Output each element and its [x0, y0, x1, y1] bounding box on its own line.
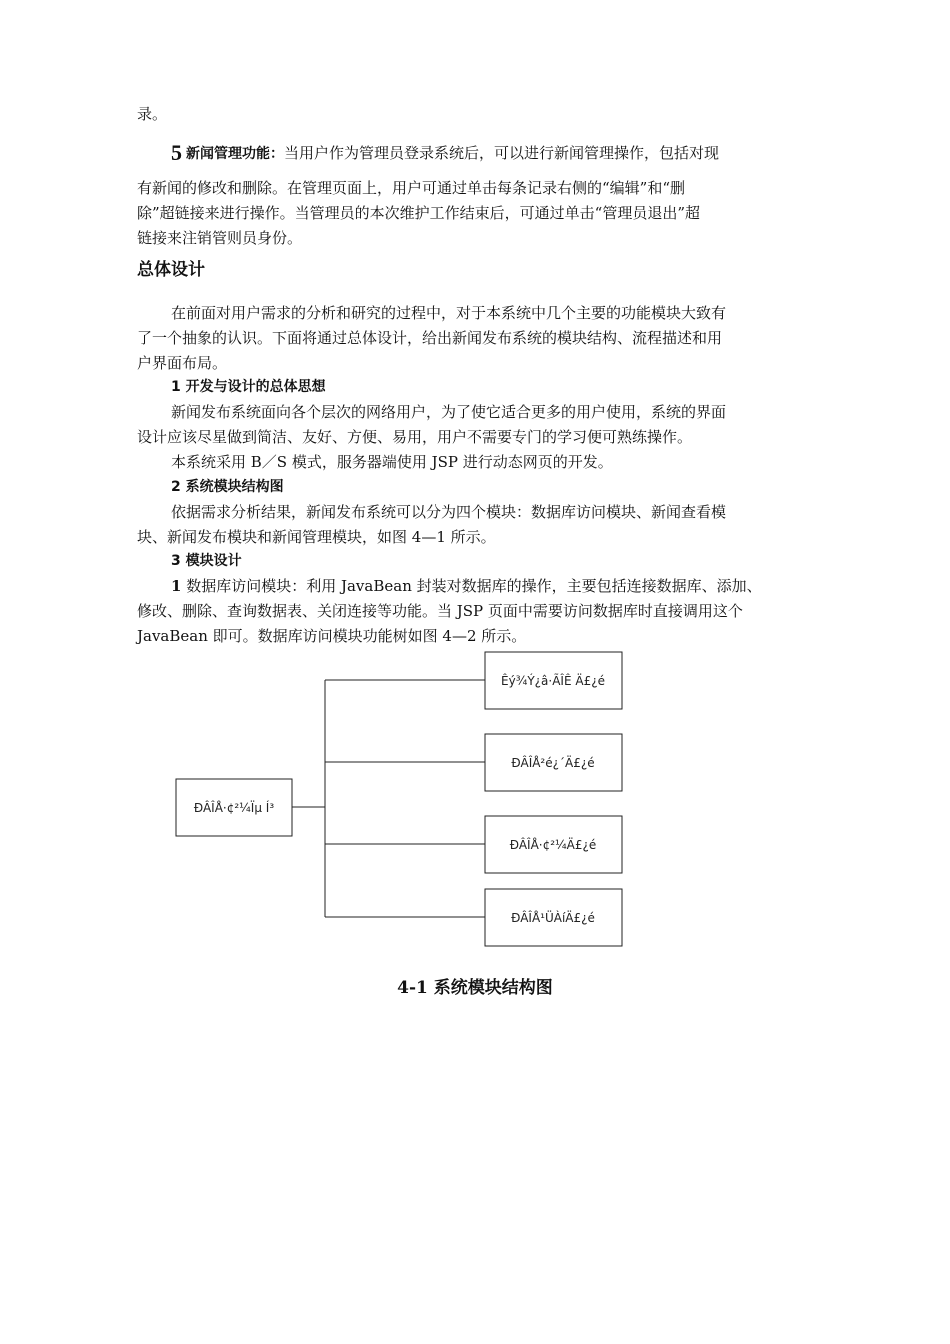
- module-label: Êý¾Ý¿â·ÃÎÊ Ä£¿é: [501, 674, 605, 688]
- text-line: 有新闻的修改和删除。在管理页面上，用户可通过单击每条记录右侧的“编辑”和“删: [137, 179, 686, 197]
- item-label: 新闻管理功能：: [186, 146, 284, 162]
- module-label: ÐÂÎÅ¹ÜÀíÄ£¿é: [511, 911, 595, 925]
- text-line: 了一个抽象的认识。下面将通过总体设计，给出新闻发布系统的模块结构、流程描述和用: [137, 329, 723, 347]
- item-number: 5: [171, 140, 182, 165]
- text-line: 修改、删除、查询数据表、关闭连接等功能。当 JSP 页面中需要访问数据库时直接调用这个: [137, 602, 743, 620]
- text-line: 在前面对用户需求的分析和研究的过程中，对于本系统中几个主要的功能模块大致有: [171, 304, 727, 322]
- text-line: 除”超链接来进行操作。当管理员的本次维护工作结束后，可通过单击“管理员退出”超: [137, 204, 701, 222]
- text-line: 录。: [137, 105, 168, 123]
- text-line: 本系统采用 B／S 模式，服务器端使用 JSP 进行动态网页的开发。: [171, 453, 613, 471]
- text-line: 户界面布局。: [137, 354, 228, 372]
- subsection-heading: 1 开发与设计的总体思想: [171, 379, 326, 395]
- text-line: 设计应该尽星做到简洁、友好、方便、易用，用户不需要专门的学习便可熟练操作。: [137, 428, 693, 446]
- text-line: 依据需求分析结果，新闻发布系统可以分为四个模块：数据库访问模块、新闻查看模: [171, 503, 727, 521]
- text-line: 链接来注销管则员身份。: [137, 229, 303, 247]
- item-text: 数据库访问模块：利用 JavaBean 封装对数据库的操作，主要包括连接数据库、添加、: [181, 577, 762, 595]
- text-line: 新闻发布系统面向各个层次的网络用户，为了使它适合更多的用户使用，系统的界面: [171, 403, 727, 421]
- text-line: JavaBean 即可。数据库访问模块功能树如图 4—2 所示。: [137, 627, 527, 645]
- root-label: ÐÂÎÅ·¢²¼Ïµ Í³: [193, 801, 275, 815]
- item-text: 当用户作为管理员登录系统后，可以进行新闻管理操作，包括对现: [284, 144, 720, 162]
- figure-caption: 4-1 系统模块结构图: [397, 978, 553, 998]
- module-label: ÐÂÎÅ·¢²¼Ä£¿é: [509, 838, 597, 852]
- subsection-heading: 3 模块设计: [171, 553, 242, 569]
- module-label: ÐÂÎÅ²é¿´Ä£¿é: [511, 756, 595, 770]
- subsection-heading: 2 系统模块结构图: [171, 479, 284, 495]
- item-number: 1: [171, 577, 182, 595]
- section-heading: 总体设计: [137, 260, 205, 280]
- text-line: 块、新闻发布模块和新闻管理模块，如图 4—1 所示。: [137, 528, 496, 546]
